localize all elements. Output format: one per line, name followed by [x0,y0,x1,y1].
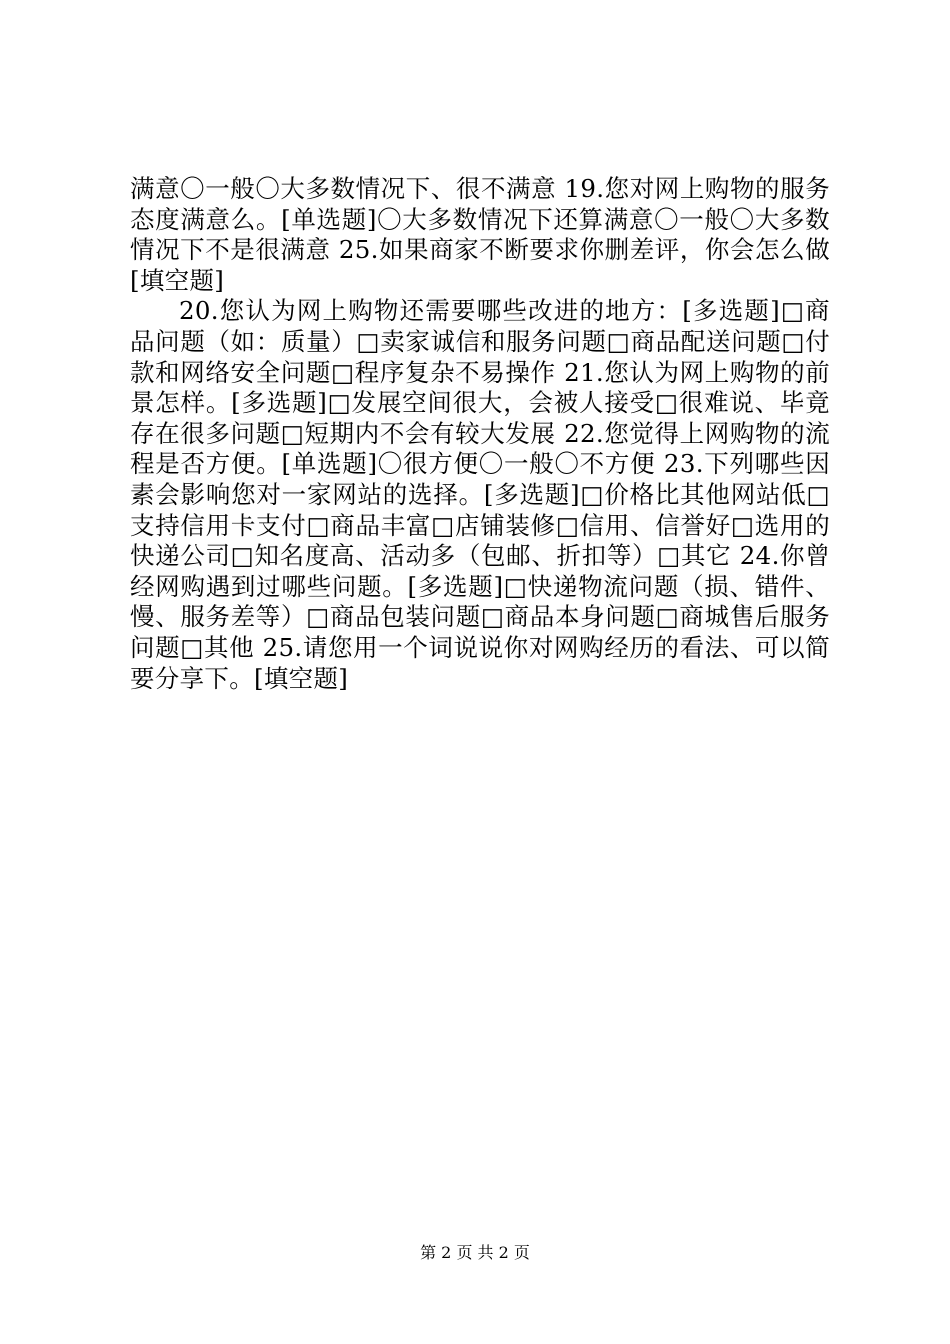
paragraph-questions: 20.您认为网上购物还需要哪些改进的地方：[多选题]□商品问题（如：质量）□卖家诚信和服务问题□商品配送问题□付款和网络安全问题□程序复杂不易操作 21.您认为网上购物的前景怎样。[多选题]□发展空间很大，会被人接受□很难说、毕竟存在很多问题□短期内不会有较大发展 22.您觉得上网购物的流程是否方便。[单选题]〇很方便〇一般〇不方便 23.下列哪些因素会影响您对一家网站的选择。[多选题]□价格比其他网站低□支持信用卡支付□商品丰富□店铺装修□信用、信誉好□选用的快递公司□知名度高、活动多（包邮、折扣等）□其它 24.你曾经网购遇到过哪些问题。[多选题]□快递物流问题（损、错件、慢、服务差等）□商品包装问题□商品本身问题□商城售后服务问题□其他 25.请您用一个词说说你对网购经历的看法、可以简要分享下。[填空题] [130,296,830,693]
paragraph-continuation: 满意〇一般〇大多数情况下、很不满意 19.您对网上购物的服务态度满意么。[单选题]〇大多数情况下还算满意〇一般〇大多数情况下不是很满意 25.如果商家不断要求你删差评，你会怎么做[填空题] [130,174,830,295]
page-footer: 第 2 页 共 2 页 [420,1243,530,1262]
document-body [130,174,830,694]
